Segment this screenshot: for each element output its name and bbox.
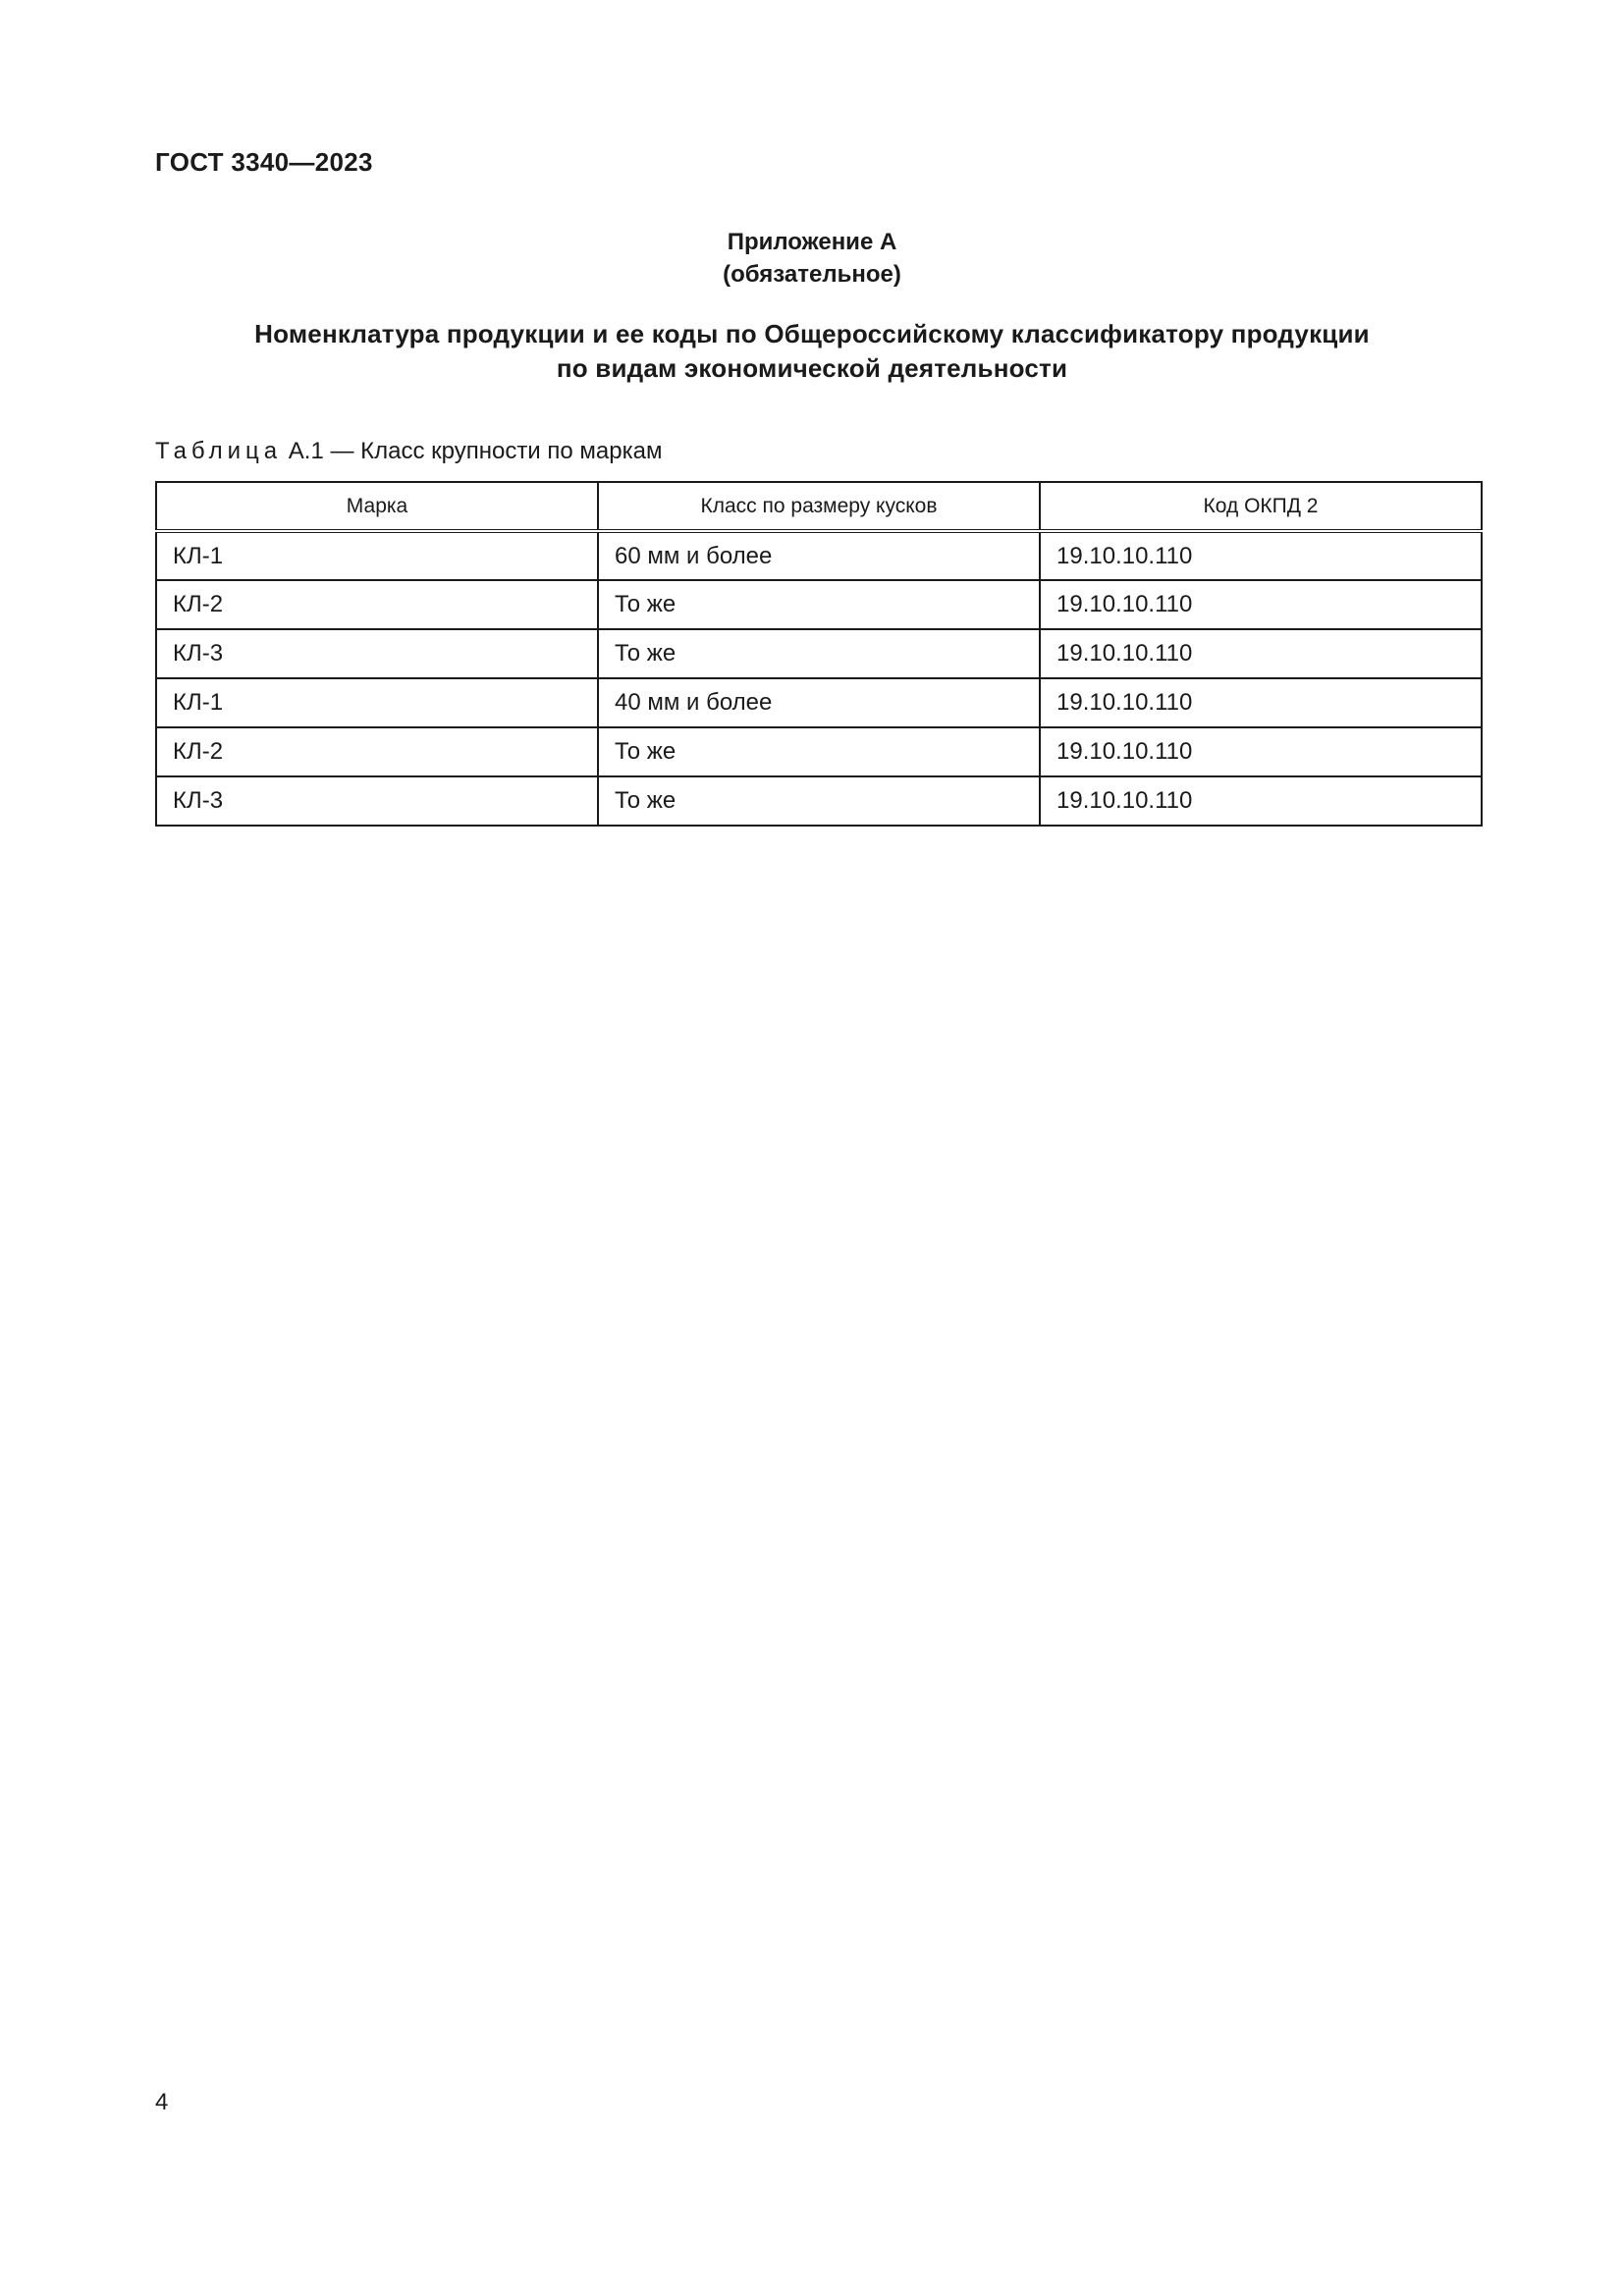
- cell-grade: КЛ-1: [156, 531, 598, 580]
- table-header-row: [156, 482, 1482, 531]
- table-row: [156, 678, 1482, 727]
- cell-size-class: То же: [598, 727, 1040, 776]
- product-table: [155, 481, 1483, 827]
- cell-grade: КЛ-3: [156, 629, 598, 678]
- table-row: [156, 531, 1482, 580]
- cell-grade: КЛ-2: [156, 727, 598, 776]
- appendix-title: Приложение А: [727, 229, 897, 255]
- cell-size-class: То же: [598, 580, 1040, 629]
- appendix-block: [0, 226, 1624, 291]
- cell-grade: КЛ-3: [156, 776, 598, 826]
- cell-size-class: 60 мм и более: [598, 531, 1040, 580]
- cell-size-class: 40 мм и более: [598, 678, 1040, 727]
- section-heading-line-2: по видам экономической деятельности: [556, 353, 1068, 383]
- table-row: [156, 727, 1482, 776]
- page-number: 4: [155, 2089, 169, 2115]
- cell-okpd-code: 19.10.10.110: [1040, 727, 1482, 776]
- document-code: ГОСТ 3340—2023: [155, 147, 373, 177]
- table-row: [156, 629, 1482, 678]
- cell-okpd-code: 19.10.10.110: [1040, 629, 1482, 678]
- table-caption-label: Таблица: [155, 438, 283, 464]
- cell-grade: КЛ-2: [156, 580, 598, 629]
- cell-size-class: То же: [598, 629, 1040, 678]
- cell-size-class: То же: [598, 776, 1040, 826]
- cell-okpd-code: 19.10.10.110: [1040, 580, 1482, 629]
- section-heading: [0, 317, 1624, 386]
- appendix-status: (обязательное): [723, 261, 901, 288]
- table-caption: [155, 438, 662, 465]
- cell-okpd-code: 19.10.10.110: [1040, 678, 1482, 727]
- cell-grade: КЛ-1: [156, 678, 598, 727]
- section-heading-line-1: Номенклатура продукции и ее коды по Общероссийскому классификатору продукции: [254, 319, 1370, 348]
- column-header-grade: Марка: [156, 482, 598, 531]
- cell-okpd-code: 19.10.10.110: [1040, 776, 1482, 826]
- cell-okpd-code: 19.10.10.110: [1040, 531, 1482, 580]
- column-header-okpd-code: Код ОКПД 2: [1040, 482, 1482, 531]
- column-header-size-class: Класс по размеру кусков: [598, 482, 1040, 531]
- table-caption-text: А.1 — Класс крупности по маркам: [288, 438, 663, 464]
- table-row: [156, 776, 1482, 826]
- table-row: [156, 580, 1482, 629]
